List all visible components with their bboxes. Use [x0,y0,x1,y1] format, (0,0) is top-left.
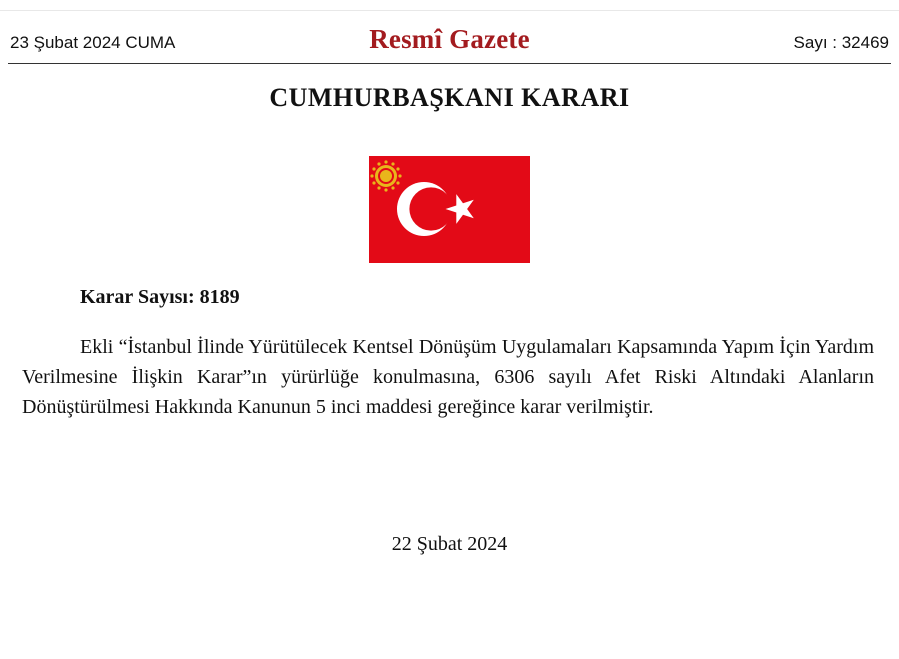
decision-body-text: Ekli “İstanbul İlinde Yürütülecek Kentsel Dönüşüm Uygulamaları Kapsamında Yapım İçin Yardım Verilmesine İlişkin Karar”ın yürürlüğe konulmasına, 6306 sayılı Afet Riski Altındaki Alanların Dönüştürülmesi Hakkında Kanunun 5 inci maddesi gereğince karar verilmiştir. [22,336,874,418]
issue-number: Sayı : 32469 [793,33,889,52]
masthead [8,24,891,58]
gazette-title: Resmî Gazete [369,24,530,54]
decision-number: Karar Sayısı: 8189 [80,286,240,308]
issue-date: 23 Şubat 2024 CUMA [10,33,176,52]
signature-date: 22 Şubat 2024 [391,533,508,555]
top-border [0,0,899,11]
turkish-flag-icon [369,156,530,263]
document-title: CUMHURBAŞKANI KARARI [269,83,630,112]
masthead-divider [8,63,891,64]
